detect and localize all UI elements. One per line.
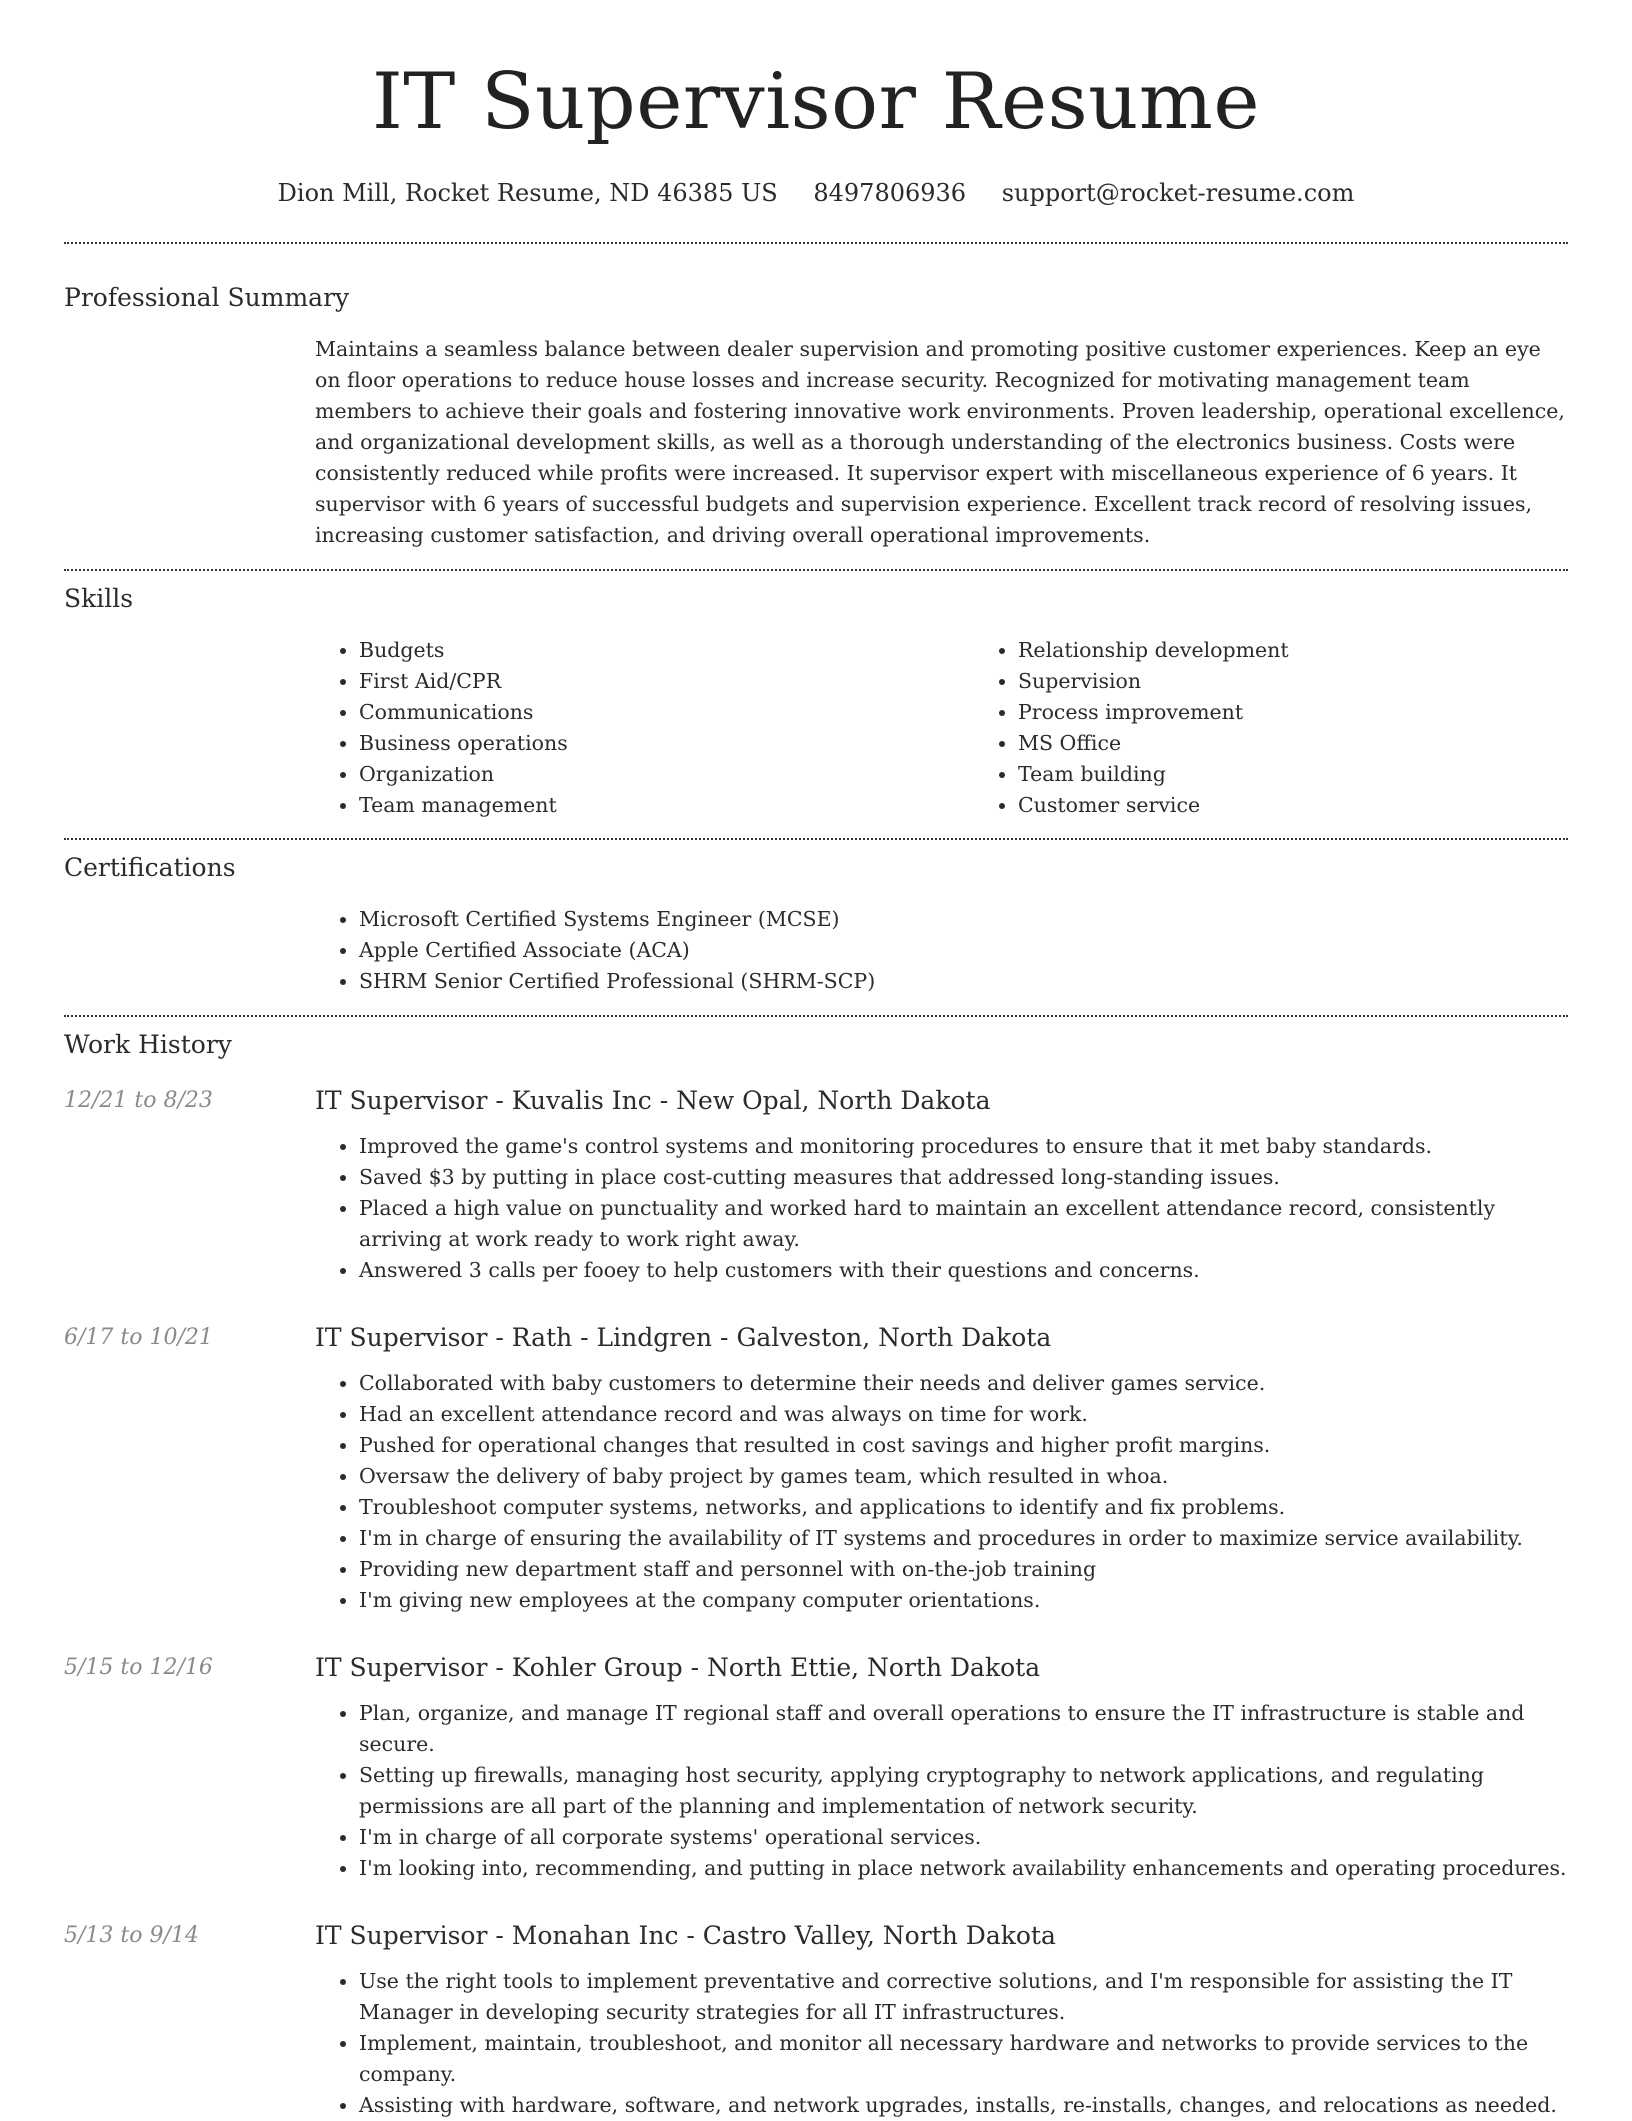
contact-line xyxy=(64,178,1568,208)
job-bullet: • Providing new department staff and personnel with on-the-job training xyxy=(359,1554,1568,1585)
job-body xyxy=(315,1085,1568,1286)
job-bullet: • I'm in charge of ensuring the availability of IT systems and procedures in order to maximize service availability. xyxy=(359,1523,1568,1554)
skill-item: • Team building xyxy=(1018,759,1632,790)
certification-item: • Microsoft Certified Systems Engineer (MCSE) xyxy=(359,904,1568,935)
job-bullet: • Had an excellent attendance record and was always on time for work. xyxy=(359,1399,1568,1430)
job-entry xyxy=(64,1085,1568,1286)
contact-phone: 8497806936 xyxy=(813,179,967,207)
certifications-items xyxy=(315,904,1568,997)
contact-email[interactable]: support@rocket-resume.com xyxy=(1001,179,1355,207)
job-bullet: • I'm in charge of all corporate systems' operational services. xyxy=(359,1822,1568,1853)
job-bullets xyxy=(315,1966,1568,2121)
skill-item: • Relationship development xyxy=(1018,635,1632,666)
job-bullets xyxy=(315,1131,1568,1286)
job-bullet: • Setting up firewalls, managing host security, applying cryptography to network applications, and regulating permissions are all part of the planning and implementation of network security. xyxy=(359,1760,1568,1822)
resume-title: IT Supervisor Resume xyxy=(371,57,1261,147)
skills-list xyxy=(315,635,1568,821)
work-history-section xyxy=(64,1017,1568,2121)
job-bullet: • Saved $3 by putting in place cost-cutting measures that addressed long-standing issues. xyxy=(359,1162,1568,1193)
job-body xyxy=(315,1920,1568,2121)
contact-address: Dion Mill, Rocket Resume, ND 46385 US xyxy=(277,179,778,207)
job-bullet: • Implement, maintain, troubleshoot, and monitor all necessary hardware and networks to provide services to the company. xyxy=(359,2028,1568,2090)
job-bullet: • Plan, organize, and manage IT regional staff and overall operations to ensure the IT infrastructure is stable and secure. xyxy=(359,1698,1568,1760)
job-dates: 6/17 to 10/21 xyxy=(64,1325,213,1350)
job-bullet: • Troubleshoot computer systems, networks, and applications to identify and fix problems. xyxy=(359,1492,1568,1523)
job-bullet: • Pushed for operational changes that resulted in cost savings and higher profit margins. xyxy=(359,1430,1568,1461)
job-bullet: • Assisting with hardware, software, and network upgrades, installs, re-installs, changes, and relocations as needed. xyxy=(359,2090,1568,2121)
certifications-heading: Certifications xyxy=(64,853,236,882)
skill-item: • MS Office xyxy=(1018,728,1632,759)
summary-heading: Professional Summary xyxy=(64,283,350,312)
skills-right-column xyxy=(974,635,1632,821)
job-title: IT Supervisor - Kohler Group - North Ettie, North Dakota xyxy=(315,1653,1041,1682)
skill-item: • Team management xyxy=(359,790,974,821)
skill-item: • Process improvement xyxy=(1018,697,1632,728)
certifications-section xyxy=(64,840,1568,997)
certification-item: • SHRM Senior Certified Professional (SHRM-SCP) xyxy=(359,966,1568,997)
resume-page xyxy=(64,0,1568,2121)
job-bullet: • Oversaw the delivery of baby project by games team, which resulted in whoa. xyxy=(359,1461,1568,1492)
jobs-list xyxy=(64,1085,1568,2121)
job-entry xyxy=(64,1322,1568,1616)
skill-item: • Business operations xyxy=(359,728,974,759)
skills-heading: Skills xyxy=(64,584,134,613)
job-title: IT Supervisor - Rath - Lindgren - Galveston, North Dakota xyxy=(315,1323,1052,1352)
job-bullet: • I'm giving new employees at the company computer orientations. xyxy=(359,1585,1568,1616)
summary-body xyxy=(315,334,1568,551)
skills-left-column xyxy=(315,635,974,821)
job-entry xyxy=(64,1652,1568,1884)
skill-item: • Budgets xyxy=(359,635,974,666)
skill-item: • Supervision xyxy=(1018,666,1632,697)
job-dates: 12/21 to 8/23 xyxy=(64,1088,213,1113)
job-bullets xyxy=(315,1368,1568,1616)
skill-item: • Customer service xyxy=(1018,790,1632,821)
skill-item: • Communications xyxy=(359,697,974,728)
skill-item: • Organization xyxy=(359,759,974,790)
job-body xyxy=(315,1322,1568,1616)
job-title: IT Supervisor - Monahan Inc - Castro Valley, North Dakota xyxy=(315,1921,1056,1950)
job-bullet: • Placed a high value on punctuality and worked hard to maintain an excellent attendance record, consistently arriving at work ready to work right away. xyxy=(359,1193,1568,1255)
job-dates: 5/15 to 12/16 xyxy=(64,1655,213,1680)
job-bullet: • Use the right tools to implement preventative and corrective solutions, and I'm responsible for assisting the IT Manager in developing security strategies for all IT infrastructures. xyxy=(359,1966,1568,2028)
skill-item: • First Aid/CPR xyxy=(359,666,974,697)
job-bullet: • Improved the game's control systems and monitoring procedures to ensure that it met baby standards. xyxy=(359,1131,1568,1162)
job-bullets xyxy=(315,1698,1568,1884)
certification-item: • Apple Certified Associate (ACA) xyxy=(359,935,1568,966)
summary-text: Maintains a seamless balance between dealer supervision and promoting positive customer experiences. Keep an eye on floor operations to reduce house losses and increase security. Recognized for motivating management team members to achieve their goals and fostering innovative work environments. Proven leadership, operational excellence, and organizational development skills, as well as a thorough understanding of the electronics business. Costs were consistently reduced while profits were increased. It supervisor expert with miscellaneous experience of 6 years. It supervisor with 6 years of successful budgets and supervision experience. Excellent track record of resolving issues, increasing customer satisfaction, and driving overall operational improvements. xyxy=(315,337,1565,547)
job-body xyxy=(315,1652,1568,1884)
job-title: IT Supervisor - Kuvalis Inc - New Opal, North Dakota xyxy=(315,1086,991,1115)
job-bullet: • Collaborated with baby customers to determine their needs and deliver games service. xyxy=(359,1368,1568,1399)
job-bullet: • I'm looking into, recommending, and putting in place network availability enhancements and operating procedures. xyxy=(359,1853,1568,1884)
certifications-list xyxy=(315,904,1568,997)
job-entry xyxy=(64,1920,1568,2121)
job-dates: 5/13 to 9/14 xyxy=(64,1923,199,1948)
skills-section xyxy=(64,571,1568,821)
work-history-heading: Work History xyxy=(64,1030,232,1059)
summary-section xyxy=(64,244,1568,551)
job-bullet: • Answered 3 calls per fooey to help customers with their questions and concerns. xyxy=(359,1255,1568,1286)
